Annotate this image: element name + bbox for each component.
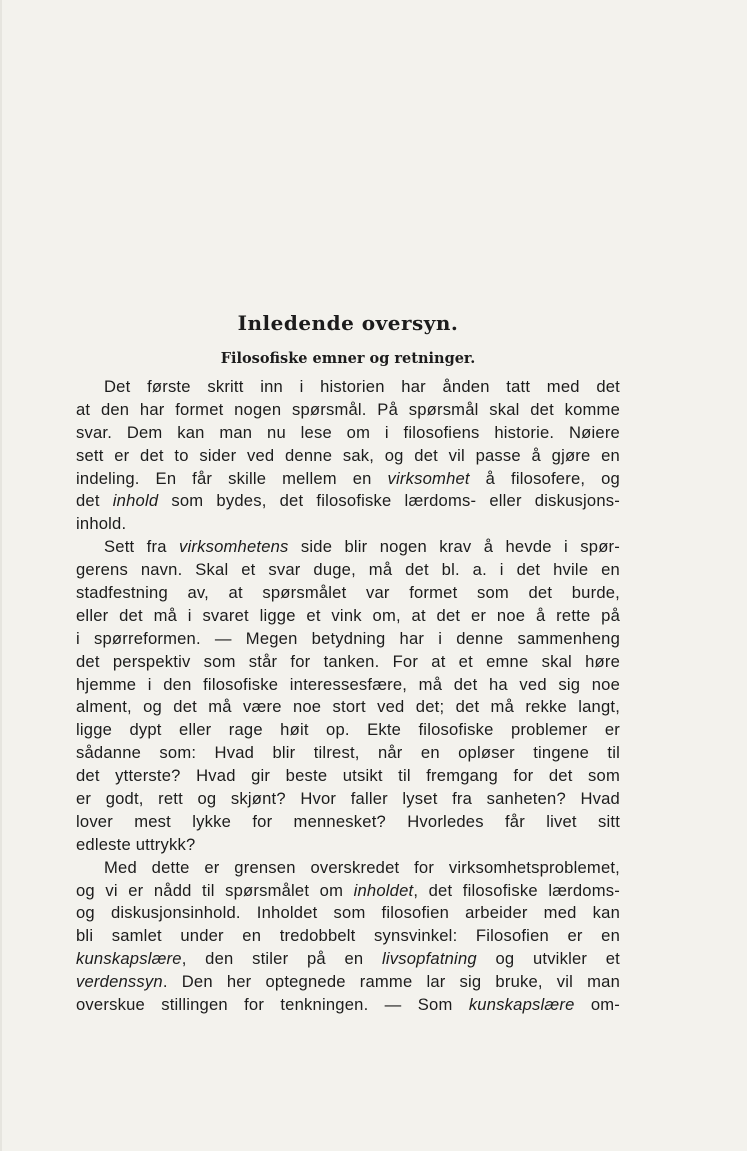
text-line — [76, 468, 620, 491]
text-line — [76, 674, 620, 697]
text-segment: Med dette er grensen overskredet for virksomhetsproblemet, — [104, 857, 620, 877]
paragraph — [76, 857, 620, 1017]
text-line — [76, 788, 620, 811]
text-segment: Sett fra — [104, 537, 179, 557]
text-line — [76, 513, 620, 536]
text-line — [76, 925, 620, 948]
chapter-subheading: Filosofiske emner og retninger. — [220, 350, 476, 367]
text-line — [76, 902, 620, 925]
text-segment: side blir nogen krav å hevde i spør- — [288, 537, 620, 557]
text-segment: å filosofere, og — [469, 468, 620, 488]
paragraph — [76, 376, 620, 536]
text-segment: og utvikler et — [476, 949, 620, 969]
text-segment: overskue stillingen for tenkningen. — Som — [76, 995, 469, 1015]
text-block — [76, 308, 620, 1017]
text-segment: og diskusjonsinhold. Inholdet som filosofien arbeider med kan — [76, 903, 620, 923]
text-segment: og vi er nådd til spørsmålet om — [76, 880, 354, 900]
text-segment: svar. Dem kan man nu lese om i filosofiens historie. Nøiere — [76, 422, 620, 442]
text-segment: er godt, rett og skjønt? Hvor faller lyset fra sanheten? Hvad — [76, 789, 620, 809]
text-segment: sett er det to sider ved denne sak, og det vil passe å gjøre en — [76, 445, 620, 465]
text-line — [76, 376, 620, 399]
text-segment: Det første skritt inn i historien har ånden tatt med det — [104, 377, 620, 396]
text-segment: inhold. — [76, 514, 127, 534]
italic-term: virksomhetens — [178, 537, 289, 557]
italic-term: inholdet — [353, 880, 414, 900]
paragraph — [76, 536, 620, 856]
chapter-heading: Inledende oversyn. — [237, 311, 459, 335]
italic-term: kunskapslære — [468, 995, 575, 1015]
italic-term: inhold — [112, 491, 159, 511]
text-line — [76, 422, 620, 445]
text-line — [76, 994, 620, 1017]
text-line — [76, 742, 620, 765]
text-line — [76, 948, 620, 971]
text-line — [76, 651, 620, 674]
text-line — [76, 559, 620, 582]
text-segment: edleste uttrykk? — [76, 834, 196, 854]
italic-term: verdenssyn — [76, 972, 163, 992]
text-line — [76, 696, 620, 719]
text-line — [76, 834, 620, 857]
text-line — [76, 536, 620, 559]
text-segment: , det filosofiske lærdoms- — [413, 880, 620, 900]
text-segment: , den stiler på en — [181, 949, 382, 969]
text-line — [76, 605, 620, 628]
text-segment: gerens navn. Skal et svar duge, må det bl. a. i det hvile en — [76, 560, 620, 580]
text-line — [76, 628, 620, 651]
text-line — [76, 582, 620, 605]
text-segment: det ytterste? Hvad gir beste utsikt til fremgang for det som — [76, 766, 620, 786]
text-line — [76, 719, 620, 742]
text-line — [76, 399, 620, 422]
text-segment: eller det må i svaret ligge et vink om, at det er noe å rette på — [76, 605, 620, 625]
text-segment: om- — [574, 995, 620, 1015]
text-line — [76, 445, 620, 468]
text-segment: lover mest lykke for mennesket? Hvorledes får livet sitt — [76, 811, 620, 831]
italic-term: kunskapslære — [76, 949, 182, 969]
text-segment: sådanne som: Hvad blir tilrest, når en opløser tingene til — [76, 743, 620, 763]
text-segment: bli samlet under en tredobbelt synsvinkel: Filosofien er en — [76, 926, 620, 946]
text-segment: det perspektiv som står for tanken. For at et emne skal høre — [76, 651, 620, 671]
text-line — [76, 490, 620, 513]
text-segment: . Den her optegnede ramme lar sig bruke, vil man — [162, 972, 620, 992]
text-segment: ligge dypt eller rage høit op. Ekte filosofiske problemer er — [76, 720, 620, 740]
italic-term: virksomhet — [387, 468, 470, 488]
text-segment: alment, og det må være noe stort ved det; det må rekke langt, — [76, 697, 620, 717]
text-segment: stadfestning av, at spørsmålet var formet som det burde, — [76, 583, 620, 603]
text-line — [76, 765, 620, 788]
text-line — [76, 971, 620, 994]
text-segment: at den har formet nogen spørsmål. På spørsmål skal det komme — [76, 399, 620, 419]
text-line — [76, 880, 620, 903]
text-line — [76, 857, 620, 880]
text-segment: det — [76, 491, 113, 511]
text-segment: hjemme i den filosofiske interessesfære, må det ha ved sig noe — [76, 674, 620, 694]
text-segment: i spørreformen. — Megen betydning har i denne sammenheng — [76, 628, 620, 648]
text-segment: indeling. En får skille mellem en — [76, 468, 388, 488]
body-text — [76, 376, 620, 1017]
text-line — [76, 811, 620, 834]
italic-term: livsopfatning — [381, 949, 477, 969]
text-segment: som bydes, det filosofiske lærdoms- eller diskusjons- — [158, 491, 620, 511]
